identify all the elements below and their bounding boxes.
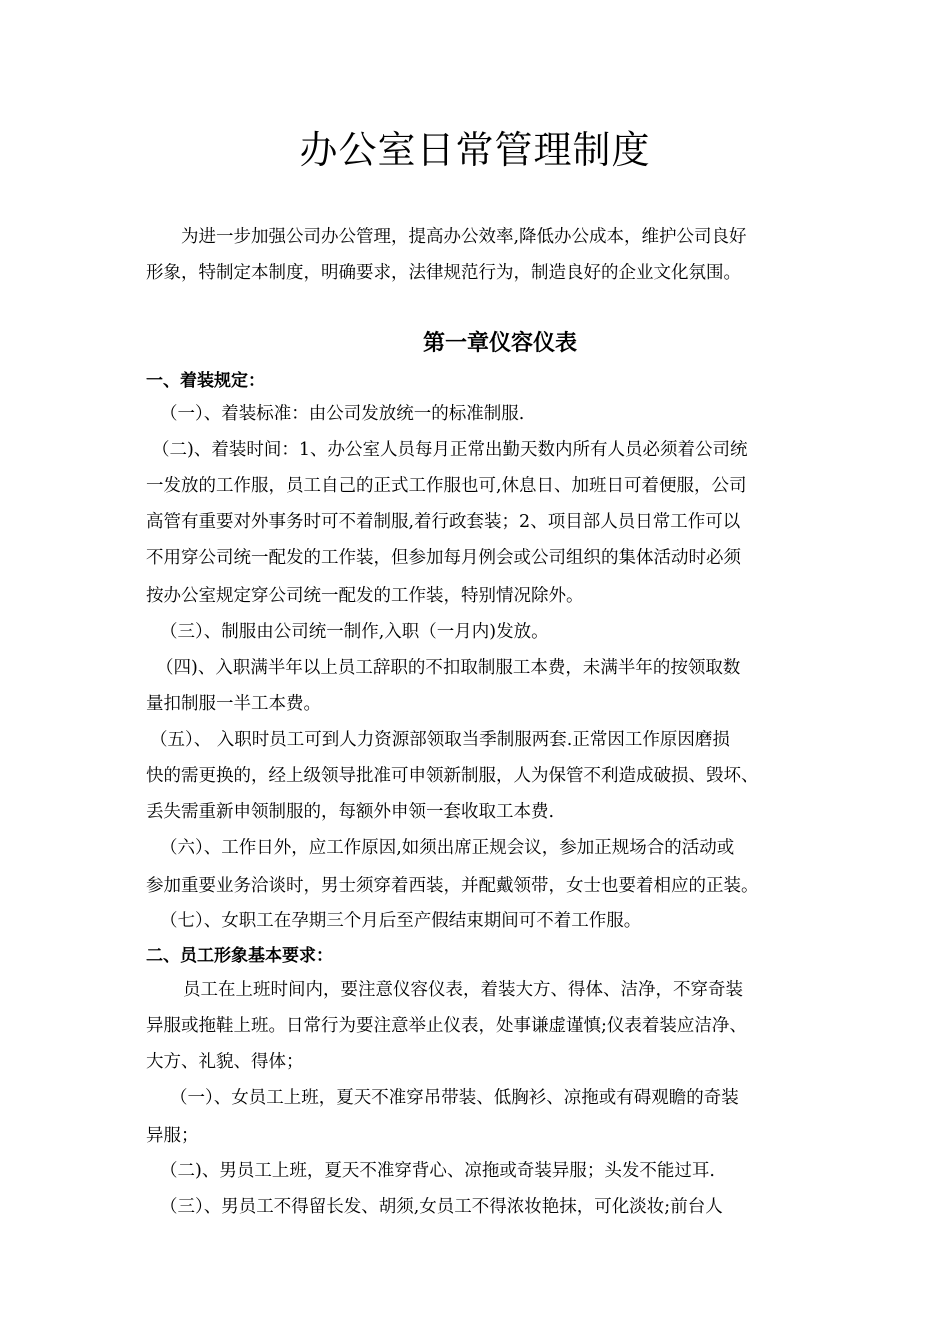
chapter-title: 第一章仪容仪表 — [422, 330, 577, 356]
paragraph-line: 量扣制服一半工本费。 — [146, 694, 321, 714]
paragraph-line: 大方、礼貌、得体； — [146, 1052, 304, 1072]
section-heading: 一、着装规定： — [146, 371, 265, 391]
document-title: 办公室日常管理制度 — [299, 128, 651, 172]
intro-line: 形象，特制定本制度，明确要求，法律规范行为，制造良好的企业文化氛围。 — [146, 263, 741, 283]
paragraph-line: （四)、入职满半年以上员工辞职的不扣取制服工本费，未满半年的按领取数 — [156, 658, 741, 678]
paragraph-line: （三）、制服由公司统一制作,入职（一月内)发放。 — [160, 622, 549, 642]
paragraph-line: （二)、男员工上班，夏天不准穿背心、凉拖或奇装异服；头发不能过耳. — [160, 1161, 715, 1181]
paragraph-line: 不用穿公司统一配发的工作装，但参加每月例会或公司组织的集体活动时必须 — [146, 548, 741, 568]
paragraph-line: 高管有重要对外事务时可不着制服,着行政套装；2、项目部人员日常工作可以 — [146, 512, 741, 532]
paragraph-line: （三）、男员工不得留长发、胡须,女员工不得浓妆艳抹，可化淡妆;前台人 — [160, 1197, 723, 1217]
paragraph-line: 一发放的工作服，员工自己的正式工作服也可,休息日、加班日可着便服，公司 — [146, 476, 747, 496]
paragraph-line: 丢失需重新申领制服的，每额外申领一套收取工本费. — [146, 802, 555, 822]
paragraph-line: （一）、着装标准：由公司发放统一的标准制服. — [160, 404, 525, 424]
paragraph-line: 参加重要业务洽谈时，男士须穿着西装，并配戴领带，女士也要着相应的正装。 — [146, 876, 759, 896]
paragraph-line: 员工在上班时间内，要注意仪容仪表，着装大方、得体、洁净，不穿奇装 — [183, 980, 743, 1000]
paragraph-line: （五）、 入职时员工可到人力资源部领取当季制服两套.正常因工作原因磨损 — [150, 730, 730, 750]
intro-line: 为进一步加强公司办公管理，提高办公效率,降低办公成本，维护公司良好 — [181, 227, 747, 247]
paragraph-line: （一）、女员工上班，夏天不准穿吊带装、低胸衫、凉拖或有碍观瞻的奇装 — [170, 1088, 739, 1108]
paragraph-line: 快的需更换的，经上级领导批准可申领新制服，人为保管不利造成破损、毁坏、 — [146, 766, 759, 786]
paragraph-line: 异服或拖鞋上班。日常行为要注意举止仪表，处事谦虚谨慎;仪表着装应洁净、 — [146, 1016, 747, 1036]
paragraph-line: （六）、工作日外，应工作原因,如须出席正规会议，参加正规场合的活动或 — [160, 838, 735, 858]
section-heading: 二、员工形象基本要求： — [146, 946, 333, 966]
paragraph-line: 按办公室规定穿公司统一配发的工作装，特别情况除外。 — [146, 586, 584, 606]
paragraph-line: （二)、着装时间：1、办公室人员每月正常出勤天数内所有人员必须着公司统 — [152, 440, 748, 460]
paragraph-line: 异服； — [146, 1126, 199, 1146]
paragraph-line: （七）、女职工在孕期三个月后至产假结束期间可不着工作服。 — [160, 911, 642, 931]
